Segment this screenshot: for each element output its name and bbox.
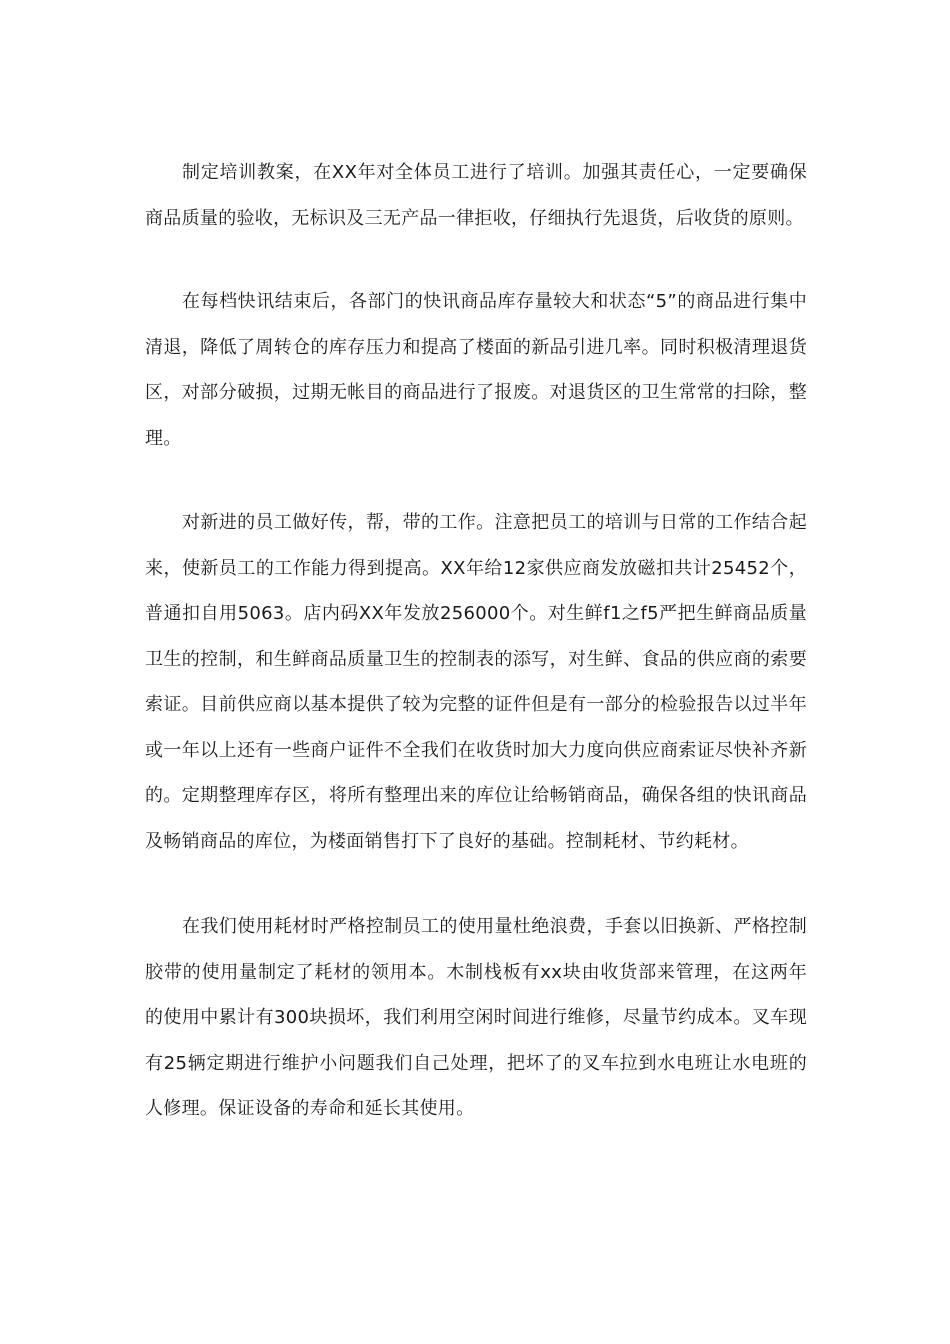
paragraph-training: 制定培训教案，在XX年对全体员工进行了培训。加强其责任心，一定要确保商品质量的验收，无标识及三无产品一律拒收，仔细执行先退货，后收货的原则。 — [145, 162, 807, 229]
paragraph-consumables: 在我们使用耗材时严格控制员工的使用量杜绝浪费，手套以旧换新、严格控制胶带的使用量制定了耗材的领用本。木制栈板有xx块由收货部来管理，在这两年的使用中累计有300块损坏，我们利用空闲时间进行维修，尽量节约成本。叉车现有25辆定期进行维护小问题我们自己处理，把坏了的叉车拉到水电班让水电班的人修理。保证设备的寿命和延长其使用。 — [145, 916, 807, 1119]
paragraph-clearance: 在每档快讯结束后，各部门的快讯商品库存量较大和状态“5”的商品进行集中清退，降低了周转仓的库存压力和提高了楼面的新品引进几率。同时积极清理退货区，对部分破损，过期无帐目的商品进行了报废。对退货区的卫生常常的扫除，整理。 — [145, 291, 807, 449]
paragraph-new-staff: 对新进的员工做好传，帮，带的工作。注意把员工的培训与日常的工作结合起来，使新员工的工作能力得到提高。XX年给12家供应商发放磁扣共计25452个，普通扣自用5063。店内码XX年发放256000个。对生鲜f1之f5严把生鲜商品质量卫生的控制，和生鲜商品质量卫生的控制表的添写，对生鲜、食品的供应商的索要索证。目前供应商以基本提供了较为完整的证件但是有一部分的检验报告以过半年或一年以上还有一些商户证件不全我们在收货时加大力度向供应商索证尽快补齐新的。定期整理库存区，将所有整理出来的库位让给畅销商品，确保各组的快讯商品及畅销商品的库位，为楼面销售打下了良好的基础。控制耗材、节约耗材。 — [145, 512, 807, 852]
document-body — [145, 150, 807, 1171]
